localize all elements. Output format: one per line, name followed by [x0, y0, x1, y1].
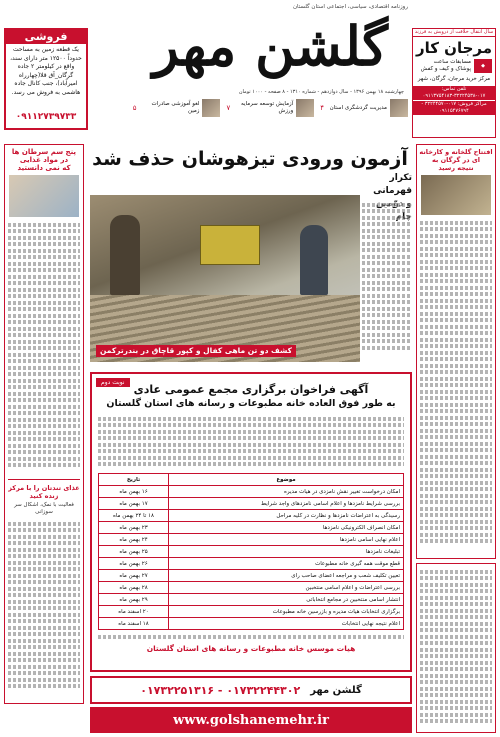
table-row — [99, 510, 404, 522]
url-bar[interactable] — [90, 707, 412, 733]
row-date: ۱۸ تا ۲۴ بهمن ماه — [99, 510, 169, 522]
announcement-intro — [92, 411, 410, 473]
masthead-top-line: روزنامه اقتصادی، سیاسی، اجتماعی استان گلستان — [292, 4, 408, 10]
table-row — [99, 594, 404, 606]
news-item-title: لغو آموزشی صادرات زمین — [151, 101, 200, 114]
right-bottom-column — [416, 563, 496, 733]
issue-line: چهارشنبه ۱۸ بهمن ۱۳۹۶ - سال دوازدهم - شماره ۱۳۱۰ - ۸ صفحه - ۱۰۰۰ تومان — [238, 89, 404, 95]
right-col-title[interactable]: افتتاح گلخانه و کارخانه ای در گرگان به نتیجه رسید — [419, 148, 493, 172]
marjan-sub2: پوشاک و کیف و کفش — [420, 66, 471, 72]
row-date: ۱۶ بهمن ماه — [99, 486, 169, 498]
news-item[interactable] — [133, 98, 221, 118]
table-row — [99, 558, 404, 570]
footer-phones[interactable]: ۰۱۷۳۲۲۵۱۳۱۶ - ۰۱۷۳۲۲۴۴۳۰۲ — [140, 683, 301, 697]
row-subject: رسیدگی به اعتراضات نامزدها و نظارت در کلیه مراحل — [169, 510, 404, 522]
marjan-top: سال انتقال خلافت از درویش به فرزند — [414, 29, 494, 35]
table-row — [99, 606, 404, 618]
announcement-title-1: آگهی فراخوان برگزاری مجمع عمومی عادی — [133, 383, 369, 396]
table-row — [99, 546, 404, 558]
row-subject: قطع موقت همه گیری خانه مطبوعات — [169, 558, 404, 570]
right-col-body — [417, 215, 495, 565]
row-date: ۲۳ بهمن ماه — [99, 522, 169, 534]
right-column — [416, 144, 496, 559]
news-item-num: ۴ — [320, 104, 324, 112]
news-item-title: آزمایش توسعه سرمایه ورزش — [241, 101, 294, 114]
forosh-phone: ۰۹۱۱۲۷۳۹۷۳۳ — [15, 112, 77, 122]
table-row — [99, 486, 404, 498]
announcement — [90, 372, 412, 672]
news-item[interactable] — [320, 98, 408, 118]
left-bottom-title[interactable]: غذای تندتان را با مرکز زنده کنید — [8, 484, 80, 500]
masthead — [88, 4, 408, 116]
footer-brand: گلشن مهر — [310, 684, 362, 696]
masthead-news-strip — [88, 98, 408, 118]
row-subject: تعیین تکلیف شعب و مراجعه اعضای صاحب رای — [169, 570, 404, 582]
marjan-contact-line: مراکز فروش: ۰۱۷-۳۲۲۴۴۵۷۰ - ۰۹۱۱۵۴۷۶۷۹۴ — [413, 101, 495, 115]
footer-url[interactable]: www.golshanemehr.ir — [173, 712, 329, 728]
news-item[interactable] — [226, 98, 314, 118]
left-bottom-sub: فعالیت با نمک، اشکال سر سوزانی — [14, 502, 74, 515]
news-thumb — [296, 99, 314, 117]
forosh-body: یک قطعه زمین به مساحت حدوداً ۱۲۵۰۰ متر دارای سند، واقع در کیلومتر ۲ جاده گرگان_آق قلا(چهارراه امیرآباد)، جنب کانال جاده هاشمی به فروش می رسد. — [10, 46, 82, 96]
right-bottom-body — [417, 564, 495, 729]
photo-vehicle — [200, 225, 260, 265]
row-date: ۲۹ بهمن ماه — [99, 594, 169, 606]
left-column — [4, 144, 84, 704]
table-row — [99, 618, 404, 630]
row-subject: امکان انصراف الکترونیکی نامزدها — [169, 522, 404, 534]
row-date: ۲۵ بهمن ماه — [99, 546, 169, 558]
marjan-ad[interactable] — [412, 28, 496, 138]
row-subject: انتشار اسامی منتخبین در مجامع انتخاباتی — [169, 594, 404, 606]
row-date: ۲۷ بهمن ماه — [99, 570, 169, 582]
row-subject: تبلیغات نامزدها — [169, 546, 404, 558]
main-article-body — [362, 200, 412, 362]
table-row — [99, 522, 404, 534]
left-bottom-body — [5, 516, 83, 696]
marjan-title: مرجان کار — [415, 39, 493, 57]
news-item-num: ۵ — [132, 104, 137, 112]
marjan-sub1: مسابقات ساعت — [433, 59, 471, 65]
main-headline[interactable]: آزمون ورودی تیزهوشان حذف شد — [92, 148, 408, 170]
news-thumb — [202, 99, 220, 117]
news-item-num: ۷ — [226, 104, 231, 112]
left-top-title[interactable]: پنج سم سرطان ها در مواد غذایی که نمی دانستید — [11, 148, 77, 172]
photo-figure — [110, 215, 140, 295]
row-date: ۲۰ اسفند ماه — [99, 606, 169, 618]
forosh-ad[interactable] — [4, 28, 88, 130]
row-subject: بررسی شرایط نامزدها و اعلام اسامی نامزدهای واجد شرایط — [169, 498, 404, 510]
row-subject: بررسی اعتراضات و اعلام اسامی منتخبین — [169, 582, 404, 594]
row-subject: امکان درخواست تغییر نقش نامزدی در هیات مدیره — [169, 486, 404, 498]
left-top-body — [5, 217, 83, 477]
table-header-date: تاریخ — [99, 474, 169, 486]
photo-caption: کشف دو تن ماهی کفال و کپور قاچاق در بندرترکمن — [96, 345, 296, 357]
row-date: ۱۸ اسفند ماه — [99, 618, 169, 630]
row-date: ۲۸ بهمن ماه — [99, 582, 169, 594]
table-row — [99, 570, 404, 582]
schedule-table — [98, 473, 404, 630]
table-header-subject: موضوع — [169, 474, 404, 486]
announcement-title-2: به طور فوق العاده خانه مطبوعات و رسانه های استان گلستان — [106, 398, 396, 409]
marjan-logo-icon: ◆ — [474, 59, 492, 73]
main-photo — [90, 195, 360, 362]
row-date: ۲۶ بهمن ماه — [99, 558, 169, 570]
row-date: ۲۴ بهمن ماه — [99, 534, 169, 546]
left-top-photo — [9, 175, 79, 217]
masthead-logo: گلشن مهر — [152, 14, 388, 78]
phone-bar — [90, 676, 412, 704]
table-row — [99, 534, 404, 546]
announcement-badge: نوبت دوم — [96, 378, 130, 387]
row-subject: اعلام نهایی اسامی نامزدها — [169, 534, 404, 546]
forosh-title: فروشی — [6, 30, 86, 44]
table-row — [99, 582, 404, 594]
right-col-photo — [421, 175, 491, 215]
marjan-contact-line: تلفن تماس: ۰۱۷-۳۲۲۲۴۵۳۸-۰۹۱۱۳۷۵۴۱۸۳ — [413, 86, 495, 100]
table-row — [99, 498, 404, 510]
marjan-sub3: مرکز خرید مرجان، گرگان، شهر — [417, 76, 491, 82]
row-date: ۱۷ بهمن ماه — [99, 498, 169, 510]
photo-figure — [300, 225, 328, 295]
row-subject: برگزاری انتخابات هیات مدیره و بازرسین خانه مطبوعات — [169, 606, 404, 618]
row-subject: اعلام نتیجه نهایی انتخابات — [169, 618, 404, 630]
news-thumb — [390, 99, 408, 117]
announcement-note — [92, 630, 410, 644]
announcement-footer: هیات موسس خانه مطبوعات و رسانه های استان گلستان — [146, 644, 356, 653]
news-item-title: مدیریت گردشگری استان — [329, 104, 387, 111]
sub-headline[interactable]: تکرار قهرمانی — [373, 173, 412, 196]
